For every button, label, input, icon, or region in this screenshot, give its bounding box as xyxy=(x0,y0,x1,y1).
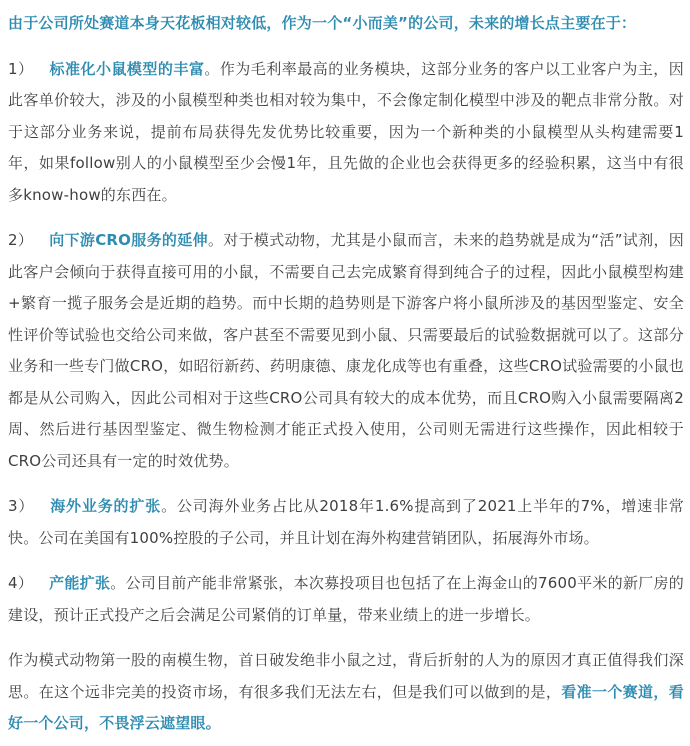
point-1-number: 1） xyxy=(8,59,34,78)
closing-highlight: 看准一个赛道，看好一个公司，不畏浮云遮望眼。 xyxy=(8,682,684,732)
closing-paragraph xyxy=(8,645,684,740)
point-2 xyxy=(8,225,684,477)
point-3-number: 3） xyxy=(8,497,35,515)
point-4-number: 4） xyxy=(8,574,34,592)
point-1-body: 。作为毛利率最高的业务模块，这部分业务的客户以工业客户为主，因此客单价较大，涉及的小鼠模型种类也相对较为集中，不会像定制化模型中涉及的靶点非常分散。对于这部分业务来说，提前布局获得先发优势比较重要，因为一个新种类的小鼠模型从头构建需要1年，如果follow别人的小鼠模型至少会慢1年，且先做的企业也会获得更多的经验积累，这当中有很多know-how的东西在。 xyxy=(8,59,684,204)
point-2-title: 向下游CRO服务的延伸 xyxy=(49,231,208,249)
point-3-body: 。公司海外业务占比从2018年1.6%提高到了2021上半年的7%，增速非常快。公司在美国有100%控股的子公司，并且计划在海外构建营销团队，拓展海外市场。 xyxy=(8,497,685,547)
point-1-title: 标准化小鼠模型的丰富 xyxy=(49,59,205,78)
point-3-title: 海外业务的扩张 xyxy=(50,497,162,515)
closing-text: 作为模式动物第一股的南模生物，首日破发绝非小鼠之过，背后折射的人为的原因才真正值得我们深思。在这个远非完美的投资市场，有很多我们无法左右，但是我们可以做到的是， xyxy=(8,651,684,701)
point-3 xyxy=(8,491,684,554)
point-4 xyxy=(8,568,684,631)
point-4-title: 产能扩张 xyxy=(49,574,111,592)
point-2-body: 。对于模式动物，尤其是小鼠而言，未来的趋势就是成为“活”试剂，因此客户会倾向于获得直接可用的小鼠，不需要自己去完成繁育得到纯合子的过程，因此小鼠模型构建+繁育一揽子服务会是近期的趋势。而中长期的趋势则是下游客户将小鼠所涉及的基因型鉴定、安全性评价等试验也交给公司来做，客户甚至不需要见到小鼠、只需要最后的试验数据就可以了。这部分业务和一些专门做CRO，如昭衍新药、药明康德、康龙化成等也有重叠，这些CRO试验需要的小鼠也都是从公司购入，因此公司相对于这些CRO公司具有较大的成本优势，而且CRO购入小鼠需要隔离2周、然后进行基因型鉴定、微生物检测才能正式投入使用，公司则无需进行这些操作，因此相较于CRO公司还具有一定的时效优势。 xyxy=(8,231,684,470)
point-4-body: 。公司目前产能非常紧张，本次募投项目也包括了在上海金山的7600平米的新厂房的建设，预计正式投产之后会满足公司紧俏的订单量，带来业绩上的进一步增长。 xyxy=(8,574,684,624)
point-1 xyxy=(8,54,684,212)
intro-heading: 由于公司所处赛道本身天花板相对较低，作为一个“小而美”的公司，未来的增长点主要在于： xyxy=(8,14,637,32)
point-2-number: 2） xyxy=(8,231,34,249)
